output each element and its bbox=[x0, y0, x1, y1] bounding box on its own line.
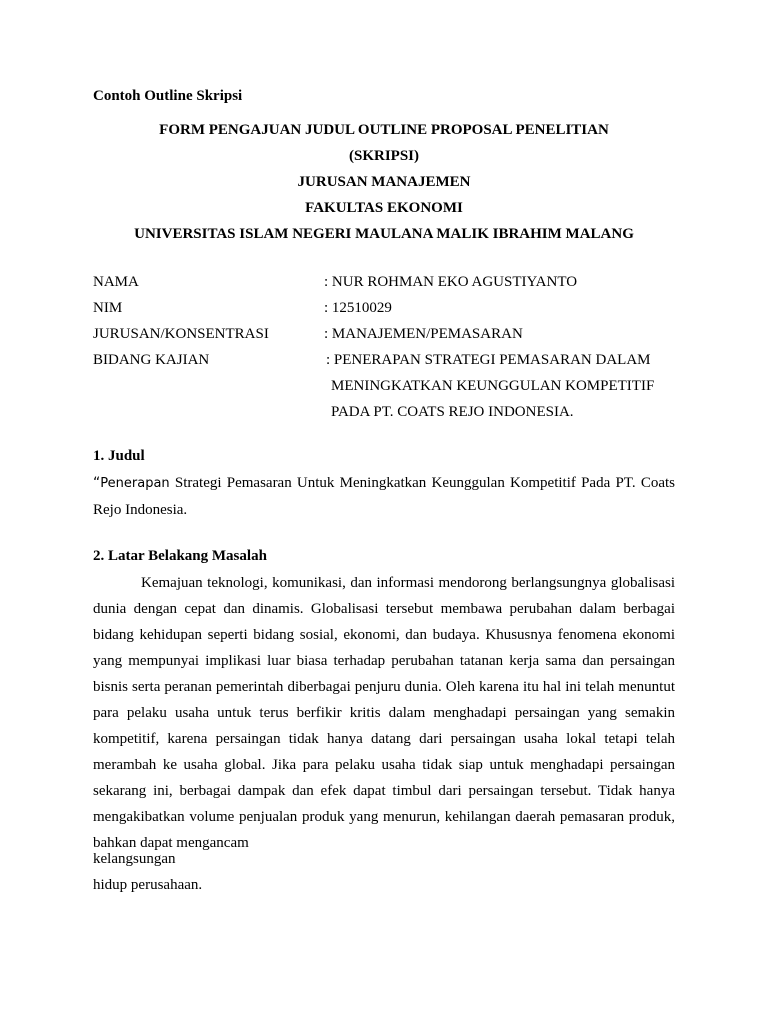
section-judul-title: 1. Judul bbox=[93, 448, 145, 464]
header-universitas: UNIVERSITAS ISLAM NEGERI MAULANA MALIK IBRAHIM MALANG bbox=[134, 226, 634, 242]
latar-line-hidup: hidup perusahaan. bbox=[93, 877, 203, 893]
identity-row-bidang-cont2 bbox=[93, 401, 693, 427]
identity-row-jurusan bbox=[93, 323, 693, 349]
section-latar-paragraph: Kemajuan teknologi, komunikasi, dan informasi mendorong berlangsungnya globalisasi dunia dengan cepat dan dinamis. Globalisasi tersebut membawa perubahan dalam berbagai bidang kehidupan seperti bidang sosial, ekonomi, dan budaya. Khususnya fenomena ekonomi yang mempunyai implikasi luar biasa terhadap perubahan tatanan kerja sama dan persaingan bisnis serta peranan pemerintah diberbagai penjuru dunia. Oleh karena itu hal ini telah menuntut para pelaku usaha untuk terus berfikir kritis dalam menghadapi persaingan yang semakin kompetitif, karena persaingan tidak hanya datang dari persaingan usaha lokal tetapi telah merambah ke usaha global. Jika para pelaku usaha tidak siap untuk menghadapi persaingan sekarang ini, berbagai dampak dan efek dapat timbul dari persaingan tersebut. Tidak hanya mengakibatkan volume penjualan produk yang menurun, kehilangan daerah pemasaran produk, bahkan dapat mengancam bbox=[93, 575, 675, 851]
form-header bbox=[93, 119, 675, 249]
nama-value: : NUR ROHMAN EKO AGUSTIYANTO bbox=[324, 274, 578, 290]
header-form-title: FORM PENGAJUAN JUDUL OUTLINE PROPOSAL PENELITIAN bbox=[159, 122, 609, 138]
nim-value: : 12510029 bbox=[324, 300, 392, 316]
bidang-label: BIDANG KAJIAN bbox=[93, 352, 210, 368]
judul-rest: Strategi Pemasaran Untuk Meningkatkan Keunggulan Kompetitif Pada PT. Coats Rejo Indonesia. bbox=[93, 475, 675, 518]
header-fakultas: FAKULTAS EKONOMI bbox=[305, 200, 463, 216]
identity-row-nama bbox=[93, 271, 693, 297]
section-judul-text bbox=[93, 470, 675, 523]
identity-row-nim bbox=[93, 297, 693, 323]
jurusan-value: : MANAJEMEN/PEMASARAN bbox=[324, 326, 523, 342]
document-label: Contoh Outline Skripsi bbox=[93, 88, 243, 104]
header-skripsi: (SKRIPSI) bbox=[348, 148, 419, 164]
nim-label: NIM bbox=[93, 300, 123, 316]
nama-label: NAMA bbox=[93, 274, 139, 290]
jurusan-label: JURUSAN/KONSENTRASI bbox=[93, 326, 269, 342]
judul-first-word: Penerapan bbox=[100, 476, 170, 491]
identity-row-bidang bbox=[93, 349, 693, 375]
bidang-value-line2: MENINGKATKAN KEUNGGULAN KOMPETITIF bbox=[331, 378, 655, 394]
identity-row-bidang-cont1 bbox=[93, 375, 693, 401]
section-latar-title: 2. Latar Belakang Masalah bbox=[93, 548, 267, 564]
header-jurusan: JURUSAN MANAJEMEN bbox=[297, 174, 471, 190]
bidang-value-line1: : PENERAPAN STRATEGI PEMASARAN DALAM bbox=[326, 352, 651, 368]
open-quote: “ bbox=[93, 475, 101, 491]
latar-line-kelangsungan: kelangsungan bbox=[93, 851, 176, 867]
identity-table bbox=[93, 271, 693, 427]
bidang-value-line3: PADA PT. COATS REJO INDONESIA. bbox=[331, 404, 574, 420]
